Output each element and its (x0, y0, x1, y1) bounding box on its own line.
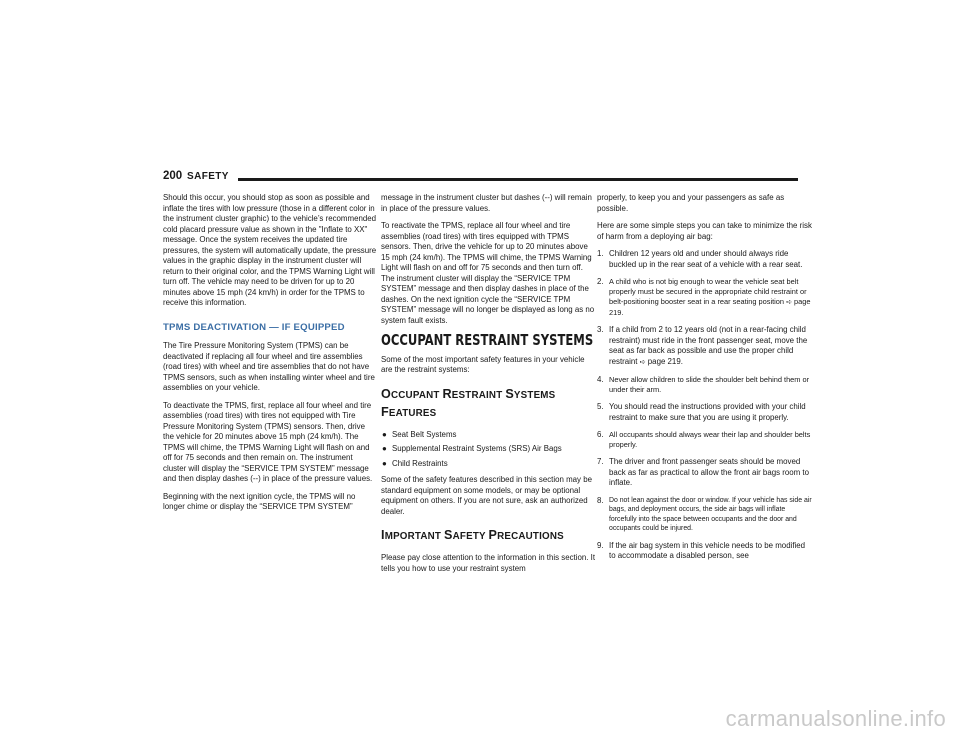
heading-part: AFETY (452, 531, 489, 542)
item-number: 2. (597, 277, 604, 286)
item-text: If the air bag system in this vehicle needs to be modified to accommodate a disabled person, see (609, 540, 806, 561)
heading-part: MPORTANT (384, 531, 445, 542)
item-number: 7. (597, 457, 604, 466)
item-text: Do not lean against the door or window. If your vehicle has side air bags, and deployment occurs, the side air bags will inflate forcefully into the space between occupants and the door and occupants could be injured. (609, 496, 812, 533)
restraint-features-heading (381, 386, 596, 422)
list-item (381, 444, 596, 455)
heading-part: P (488, 528, 498, 542)
paragraph: To deactivate the TPMS, first, replace all four wheel and tire assemblies (road tires) with tires not equipped with Tire Pressure Monitoring System (TPMS) sensors. Then, drive the vehicle for 20 minutes above 15 mph (24 km/h). The TPMS will chime, the TPMS Warning Light will flash on and off for 75 seconds and then remain on. The instrument cluster will display the “SERVICE TPM SYSTEM” message and then display dashes (--) in place of the pressure values. (163, 400, 373, 483)
item-number: 3. (597, 325, 604, 334)
header-rule (238, 178, 798, 181)
column-1 (163, 193, 378, 520)
heading-part: RECAUTIONS (497, 531, 564, 542)
list-item-text: Supplemental Restraint Systems (SRS) Air Bags (392, 444, 562, 453)
airbag-steps-list (597, 249, 812, 562)
list-item (597, 249, 812, 270)
page-number: 200 (163, 170, 183, 182)
list-item-text: Child Restraints (392, 458, 448, 468)
item-text: The driver and front passenger seats should be moved back as far as practical to allow the front air bags room to inflate. (609, 457, 809, 487)
occupant-restraint-systems-heading: OCCUPANT RESTRAINT SYSTEMS (381, 331, 594, 349)
item-text: You should read the instructions provided with your child restraint to make sure that you are using it properly. (609, 402, 806, 422)
item-number: 6. (597, 430, 604, 439)
paragraph: The Tire Pressure Monitoring System (TPMS) can be deactivated if replacing all four wheel and tire assemblies (road tires) with wheel and tire assemblies that do not have TPMS sensors, such as when installing winter wheel and tire assemblies on your vehicle. (163, 341, 375, 392)
item-number: 4. (597, 375, 604, 384)
paragraph: properly, to keep you and your passengers as safe as possible. (597, 193, 785, 213)
heading-part: ESTRAINT (451, 389, 506, 401)
page-reference-link[interactable]: page 219. (647, 356, 683, 366)
list-item (597, 402, 812, 423)
heading-part: S (444, 528, 453, 542)
item-text: If a child from 2 to 12 years old (not in a rear-facing child restraint) must ride in the front passenger seat, move the seat as far back as possible and use the proper child restraint (609, 325, 808, 366)
paragraph: Some of the most important safety features in your vehicle are the restraint systems: (381, 354, 585, 374)
list-item (597, 277, 812, 318)
features-list (381, 430, 596, 470)
list-item-text: Seat Belt Systems (392, 429, 457, 439)
item-number: 1. (597, 249, 604, 258)
item-text: All occupants should always wear their lap and shoulder belts properly. (609, 430, 811, 449)
heading-part: YSTEMS (513, 389, 556, 401)
list-item (597, 496, 812, 534)
paragraph: message in the instrument cluster but dashes (--) will remain in place of the pressure values. (381, 193, 592, 213)
page-ref-arrow-icon: ➪ (639, 358, 646, 366)
page-header (163, 170, 798, 186)
watermark: carmanualsonline.info (725, 706, 946, 731)
list-item (597, 375, 812, 395)
item-number: 8. (597, 495, 604, 505)
tpms-deactivation-heading: TPMS DEACTIVATION — IF EQUIPPED (163, 321, 345, 333)
page-reference-link[interactable]: page 219. (609, 297, 811, 317)
item-number: 9. (597, 540, 604, 550)
safety-precautions-heading (381, 527, 596, 545)
paragraph: Please pay close attention to the information in this section. It tells you how to use your restraint system (381, 553, 596, 573)
list-item (597, 430, 812, 450)
heading-part: O (381, 386, 391, 401)
item-text: Children 12 years old and under should always ride buckled up in the rear seat of a vehicle with a rear seat. (609, 249, 803, 269)
paragraph: Should this occur, you should stop as soon as possible and inflate the tires with low pressure (those in a different color in the instrument cluster graphic) to the vehicle’s recommended cold placard pressure value as shown in the "Inflate to XX" message. Once the system receives the updated tire pressures, the system will automatically update, the pressure values in the graphic display in the instrument cluster will return to their original color, and the TPMS Warning Light will turn off. The vehicle may need to be driven for up to 20 minutes above 15 mph (24 km/h) in order for the TPMS to receive this information. (163, 193, 377, 307)
bullet-icon: ● (382, 444, 387, 453)
page-ref-arrow-icon: ➪ (786, 299, 792, 306)
heading-part: S (505, 386, 514, 401)
list-item (381, 430, 596, 441)
paragraph: Here are some simple steps you can take to minimize the risk of harm from a deploying air bag: (597, 221, 812, 241)
paragraph: Beginning with the next ignition cycle, the TPMS will no longer chime or display the “SERVICE TPM SYSTEM” (163, 491, 356, 511)
heading-part: R (442, 386, 452, 401)
bullet-icon: ● (382, 458, 387, 468)
item-text: A child who is not big enough to wear the vehicle seat belt properly must be secured in the appropriate child restraint or belt-positioning booster seat in a rear seating position (609, 277, 807, 306)
item-text: Never allow children to slide the shoulder belt behind them or under their arm. (609, 375, 810, 394)
section-title: SAFETY (187, 171, 229, 182)
list-item (597, 457, 812, 489)
heading-part: CCUPANT (391, 389, 443, 401)
paragraph: Some of the safety features described in this section may be standard equipment on some models, or may be optional equipment on others. If you are not sure, ask an authorized dealer. (381, 475, 592, 516)
list-item (597, 325, 812, 368)
list-item (597, 541, 812, 562)
item-number: 5. (597, 402, 604, 411)
heading-part: I (381, 528, 385, 542)
column-2 (381, 193, 596, 581)
list-item (381, 459, 596, 470)
bullet-icon: ● (382, 429, 387, 439)
column-3 (597, 193, 812, 569)
heading-part: EATURES (388, 407, 437, 419)
paragraph: To reactivate the TPMS, replace all four wheel and tire assemblies (road tires) with tires equipped with TPMS sensors. Then, drive the vehicle for up to 20 minutes above 15 mph (24 km/h). The TPMS will chime, the TPMS Warning Light will flash on and off for 75 seconds and then turn off. The instrument cluster will display the “SERVICE TPM SYSTEM” message and then display dashes in place of the dashes. On the next ignition cycle the “SERVICE TPM SYSTEM” message will no longer be displayed as long as no system fault exists. (381, 221, 595, 325)
heading-part: F (381, 404, 389, 419)
